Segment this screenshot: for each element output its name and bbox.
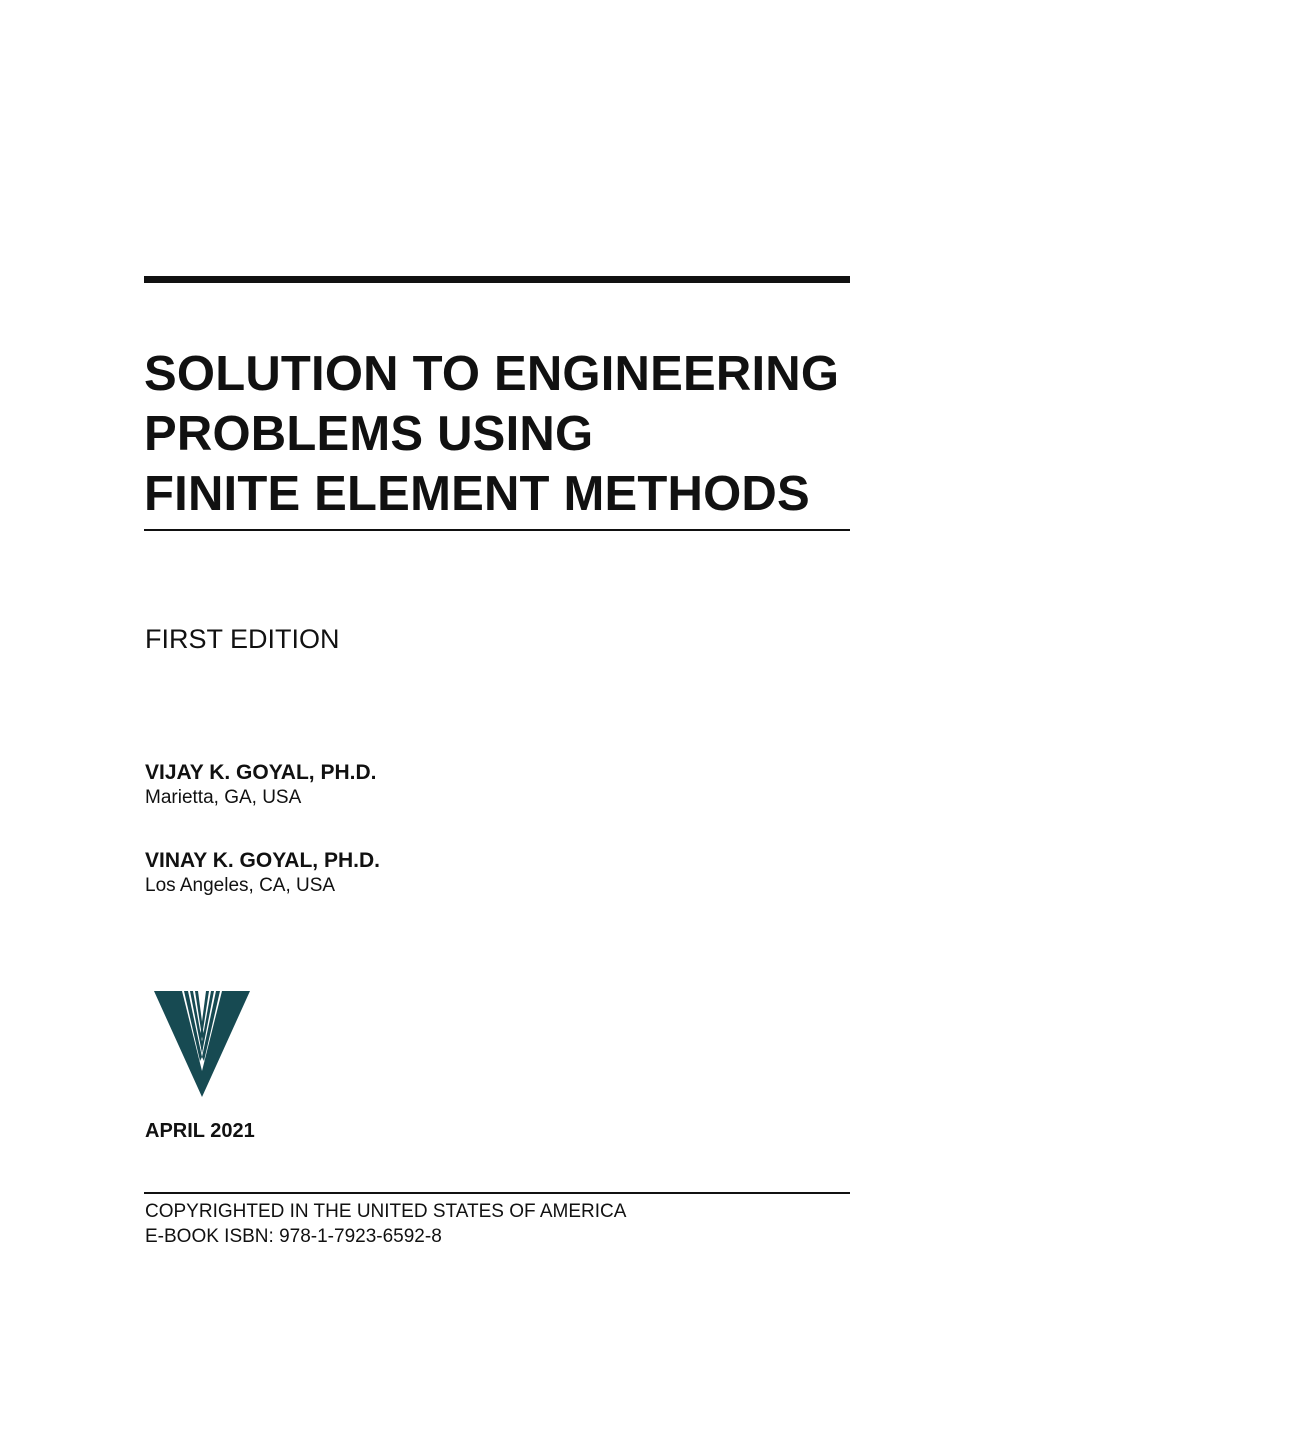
author-name: VIJAY K. GOYAL, PH.D.: [145, 761, 377, 784]
top-rule: [144, 276, 850, 283]
author-name: VINAY K. GOYAL, PH.D.: [145, 849, 380, 872]
author-location: Los Angeles, CA, USA: [145, 875, 336, 896]
author-block-2: [145, 848, 380, 898]
isbn: E-BOOK ISBN: 978-1-7923-6592-8: [145, 1226, 442, 1247]
edition-label: FIRST EDITION: [145, 624, 340, 654]
title-line-3: FINITE ELEMENT METHODS: [144, 467, 810, 521]
author-block-1: [145, 760, 376, 810]
copyright-block: [145, 1199, 626, 1249]
publication-date: APRIL 2021: [145, 1120, 255, 1142]
title-line-1: SOLUTION TO ENGINEERING: [144, 347, 840, 401]
book-title: [144, 344, 850, 524]
copyright-notice: COPYRIGHTED IN THE UNITED STATES OF AMERICA: [145, 1201, 627, 1222]
bottom-rule: [144, 1192, 850, 1194]
title-underline-rule: [144, 529, 850, 531]
title-line-2: PROBLEMS USING: [144, 407, 594, 461]
v-book-logo-icon: [152, 991, 252, 1099]
author-location: Marietta, GA, USA: [145, 787, 302, 808]
